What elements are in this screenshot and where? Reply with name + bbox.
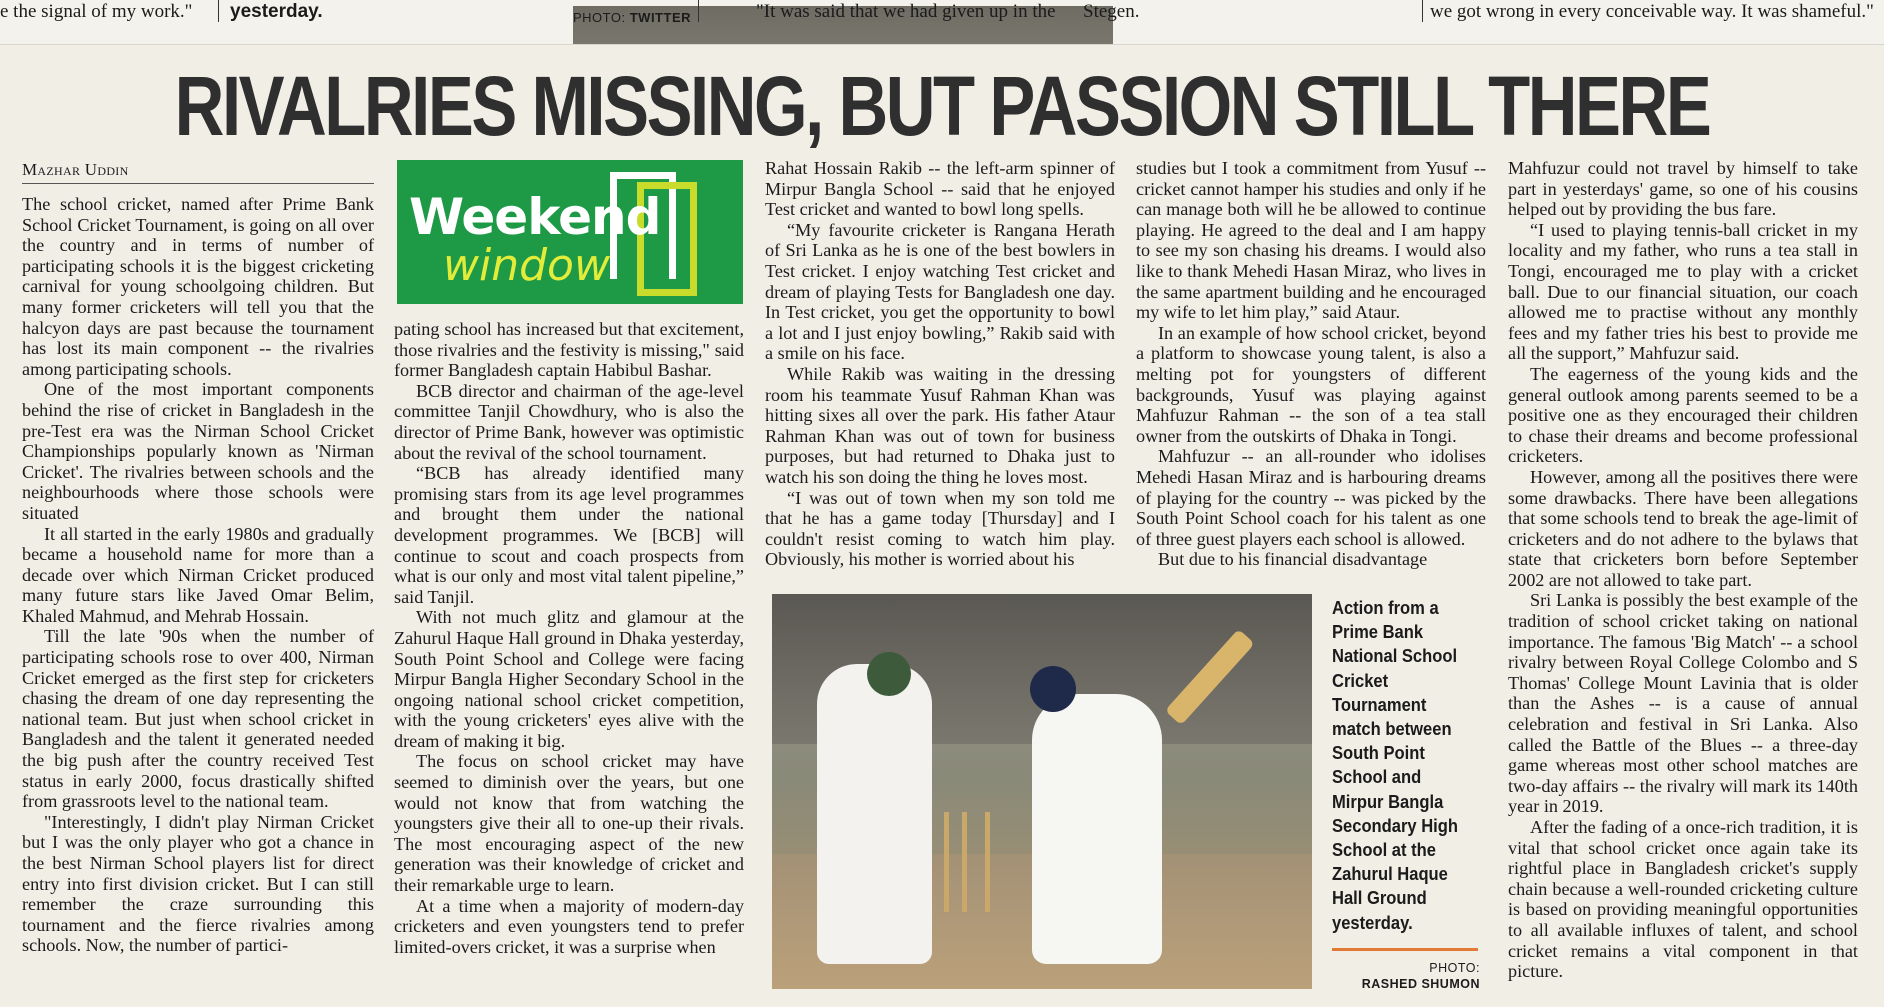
previous-page-strip [0,0,1884,45]
top-photo-label: PHOTO: [573,10,626,25]
column-rule [218,0,219,22]
wicketkeeper-figure [817,664,932,964]
article-column-5 [1508,158,1858,982]
photo-credit-name: RASHED SHUMON [1361,977,1480,991]
paragraph: pating school has increased but that excitement, those rivalries and the festivity is missing," said former Bangladesh captain Habibul Bashar. [394,319,744,381]
article-column-2 [394,319,744,957]
paragraph: At a time when a majority of modern-day cricketers and even youngsters tend to prefer limited-overs cricket, it was a surprise when [394,895,744,957]
top-quote-text: "It was said that we had given up in the [756,1,1056,22]
paragraph: One of the most important components behind the rise of cricket in Bangladesh in the pre-Test era was the Nirman School Cricket Championships popularly known as 'Nirman Cricket'. The rivalries between schools and the neighbourhoods where those schools were situated [22,379,374,523]
top-right-text: we got wrong in every conceivable way. It was shameful." [1430,1,1874,22]
paragraph: Mahfuzur could not travel by himself to take part in yesterdays' game, so one of his cousins helped out by providing the bus fare. [1508,158,1858,220]
paragraph: “I was out of town when my son told me that he has a game today [Thursday] and I couldn't resist coming to watch him play. Obviously, his mother is worried about his [765,487,1115,570]
top-photo-source: TWITTER [629,10,691,25]
weekend-window-logo [397,160,743,304]
paragraph: “My favourite cricketer is Rangana Herath of Sri Lanka as he is one of the best bowlers in Test cricket. I enjoy watching Test cricket and dream of playing Tests for Bangladesh one day. In Test cricket, you get the opportunity to bowl a lot and I just enjoy bowling,” Rakib said with a smile on his face. [765,219,1115,364]
top-left-text: e the signal of my work." [0,1,193,22]
photo-credit-label: PHOTO: [1429,961,1480,975]
column-rule [698,0,699,22]
wicketkeeper-helmet [867,652,911,696]
column-rule [1422,0,1423,22]
batsman-helmet [1030,666,1076,712]
logo-word-window: window [443,240,610,291]
paragraph: BCB director and chairman of the age-level committee Tanjil Chowdhury, who is also the director of Prime Bank, however was optimistic about the revival of the school tournament. [394,380,744,463]
article-column-4 [1136,158,1486,570]
headline: RIVALRIES MISSING, BUT PASSION STILL THERE [174,59,1710,153]
top-stegen-text: Stegen. [1083,1,1140,22]
paragraph: While Rakib was waiting in the dressing room his teammate Yusuf Rahman Khan was hitting sixes all over the park. His father Ataur Rahman Khan was out of town for business purposes, but had returned to Dhaka just to watch his son doing the thing he loves most. [765,363,1115,487]
paragraph: studies but I took a commitment from Yusuf -- cricket cannot hamper his studies and only if he can manage both will he be allowed to continue playing. He agreed to the deal and I am happy to see my son chasing his dreams. I would also like to thank Mehedi Hasan Miraz, who lives in the same apartment building and he encouraged my wife to let him play,” said Ataur. [1136,158,1486,323]
paragraph: “I used to playing tennis-ball cricket in my locality and my father, who runs a tea stall in Tongi, encouraged me to play with a cricket ball. Due to our financial situation, our coach allowed me to practise without any monthly fees and my father tries his best to provide me all the support,” Mahfuzur said. [1508,219,1858,364]
paragraph: Till the late '90s when the number of participating schools rose to over 400, Nirman Cricket emerged as the first step for cricketers chasing the dream of one day representing the national team. But just when school cricket in Bangladesh and the talent it generated needed the big push after the country received Test status in early 2000, focus drastically shifted from grassroots level to the national team. [22,626,374,812]
paragraph: “BCB has already identified many promising stars from its age level programmes and brought them under the national development programmes. We [BCB] will continue to scout and coach prospects from what is our only and most vital talent pipeline,” said Tanjil. [394,463,744,607]
paragraph: In an example of how school cricket, beyond a platform to showcase young talent, is also a melting pot for youngsters of different backgrounds, Yusuf was playing against Mahfuzur Rahman -- the son of a tea stall owner from the outskirts of Dhaka in Tongi. [1136,322,1486,446]
paragraph: With not much glitz and glamour at the Zahurul Haque Hall ground in Dhaka yesterday, South Point School and College were facing Mirpur Bangla Higher Secondary School in the ongoing national school cricket competition, with the young cricketers' eyes alive with the dream of making it big. [394,607,744,751]
logo-word-weekend: Weekend [409,188,661,246]
paragraph: It all started in the early 1980s and gradually became a household name for more than a decade over which Nirman Cricket produced many future stars like Javed Omar Belim, Khaled Mahmud, and Mehrab Hossain. [22,523,374,626]
paragraph: The eagerness of the young kids and the general outlook among parents seemed to be a positive one as they encouraged their children to chase their dreams and become professional cricketers. [1508,363,1858,467]
caption-accent-rule [1332,948,1478,951]
photo-caption: Action from a Prime Bank National School Cricket Tournament match between South Point School and Mirpur Bangla Secondary High School at the Zahurul Haque Hall Ground yesterday. [1332,597,1459,933]
paragraph: Rahat Hossain Rakib -- the left-arm spinner of Mirpur Bangla School -- said that he enjoyed Test cricket and wanted to bowl long spells. [765,158,1115,220]
paragraph: "Interestingly, I didn't play Nirman Cricket but I was the only player who got a chance in the best Nirman School players list for direct entry into first division cricket. But I can still remember the craze surrounding this tournament and the fierce rivalries among schools. Now, the number of partici- [22,811,374,956]
article-column-1 [22,194,374,956]
paragraph: After the fading of a once-rich tradition, it is vital that school cricket once again take its rightful place in Bangladesh cricket's supply chain because a well-rounded cricketing culture is based on providing meaningful opportunities to all available influxes of talent, and school cricket remains a vital component in that picture. [1508,817,1858,982]
batsman-figure [1032,694,1162,964]
cricket-match-photo [772,594,1312,989]
article-column-3 [765,158,1115,570]
byline: Mazhar Uddin [22,159,374,184]
paragraph: Sri Lanka is possibly the best example of the tradition of school cricket taking on national importance. The famous 'Big Match' -- a school rivalry between Royal College Colombo and S Thomas' College Mount Lavinia that is older than the Ashes -- is a cause of annual celebration and festival in Sri Lanka. Also called the Battle of the Blues -- a three-day game whereas most other school matches are two-day affairs -- the rivalry will mark its 140th year in 2019. [1508,590,1858,817]
paragraph: The focus on school cricket may have seemed to diminish over the years, but one would not know that from watching the youngsters give their all to one-up their rivals. The most encouraging aspect of the new generation was their knowledge of cricket and their remarkable urge to learn. [394,751,744,896]
paragraph: The school cricket, named after Prime Bank School Cricket Tournament, is going on all over the country and in terms of number of participating schools it is the biggest cricketing carnival for young schoolgoing children. But many former cricketers will tell you that the halcyon days are past because the tournament has lost its main component -- the rivalries among participating schools. [22,194,374,379]
paragraph: But due to his financial disadvantage [1158,549,1428,570]
photo-credit [1330,960,1480,992]
paragraph: Mahfuzur -- an all-rounder who idolises Mehedi Hasan Miraz and is harbouring dreams of playing for the country -- was picked by the South Point School coach for his talent as one of three guest players each school is allowed. [1136,446,1486,549]
paragraph: However, among all the positives there were some drawbacks. There have been allegations that some schools tend to break the age-limit of cricketers and do not adhere to the bylaws that state that cricketers born before September 2002 are not allowed to take part. [1508,466,1858,590]
top-yesterday-text: yesterday. [230,1,323,22]
stumps [944,812,990,912]
